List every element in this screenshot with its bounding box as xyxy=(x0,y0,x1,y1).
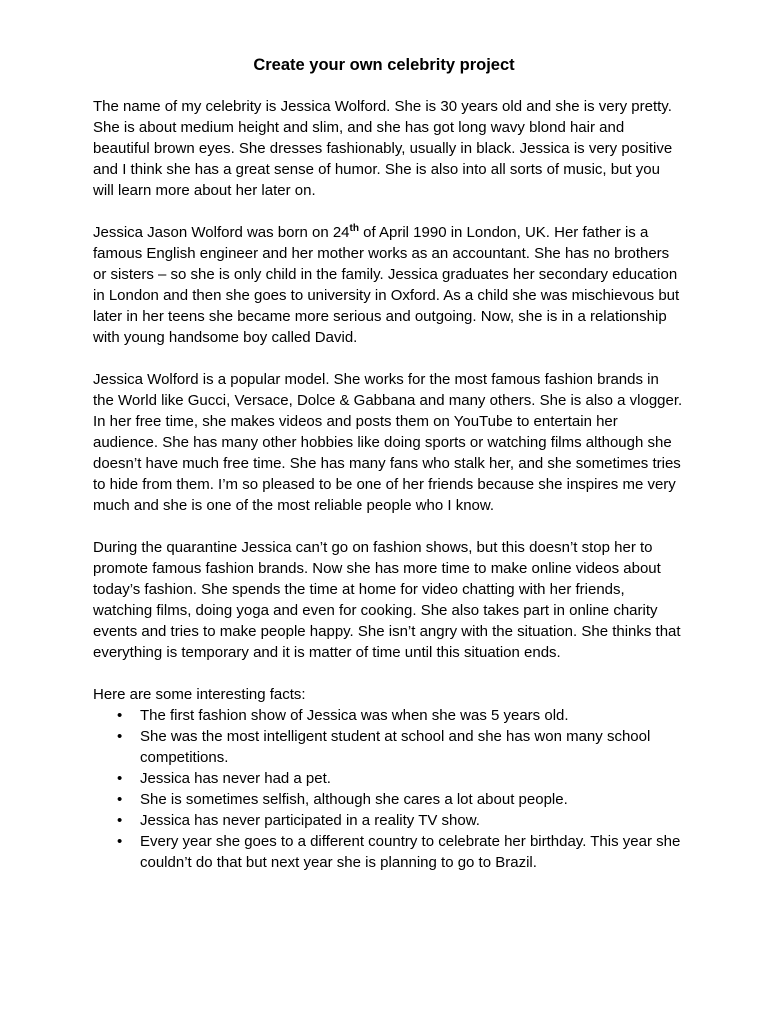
list-item-text: She was the most intelligent student at school and she has won many school competitions. xyxy=(140,728,651,766)
facts-list xyxy=(93,705,683,873)
list-item-text: Every year she goes to a different country to celebrate her birthday. This year she couldn’t do that but next year she is planning to go to Brazil. xyxy=(140,833,681,871)
paragraph-career-text: Jessica Wolford is a popular model. She works for the most famous fashion brands in the World like Gucci, Versace, Dolce & Gabbana and many others. She is also a vlogger. In her free time, she makes videos and posts them on YouTube to entertain her audience. She has many other hobbies like doing sports or watching films although she doesn’t have much free time. She has many fans who stalk her, and she sometimes tries to hide from them. I’m so pleased to be one of her friends because she inspires me very much and she is one of the most reliable people who I know. xyxy=(93,371,683,514)
bullet-icon: • xyxy=(117,812,123,829)
paragraph-quarantine xyxy=(93,537,683,663)
page-title: Create your own celebrity project xyxy=(253,56,515,74)
paragraph-biography xyxy=(93,222,683,348)
document-page xyxy=(93,52,683,873)
paragraph-career xyxy=(93,369,683,516)
list-item-text: She is sometimes selfish, although she cares a lot about people. xyxy=(140,791,568,808)
paragraph-description xyxy=(93,96,683,201)
paragraph-quarantine-text: During the quarantine Jessica can’t go on fashion shows, but this doesn’t stop her to promote famous fashion brands. Now she has more time to make online videos about today’s fashion. She spends the time at home for video chatting with her friends, watching films, doing yoga and even for cooking. She also takes part in online charity events and tries to make people happy. She isn’t angry with the situation. She thinks that everything is temporary and it is matter of time until this situation ends. xyxy=(93,539,681,661)
bullet-icon: • xyxy=(117,833,123,850)
bullet-icon: • xyxy=(117,770,123,787)
list-item-text: The first fashion show of Jessica was when she was 5 years old. xyxy=(140,707,569,724)
list-item xyxy=(117,726,683,768)
list-item xyxy=(117,789,683,810)
bullet-icon: • xyxy=(117,728,123,745)
list-item-text: Jessica has never participated in a reality TV show. xyxy=(140,812,480,829)
paragraph-biography-text-end: of April 1990 in London, UK. Her father is a famous English engineer and her mother works as an accountant. She has no brothers or sisters – so she is only child in the family. Jessica graduates her secondary education in London and then she goes to university in Oxford. As a child she was mischievous but later in her teens she became more serious and outgoing. Now, she is in a relationship with young handsome boy called David. xyxy=(93,224,680,346)
paragraph-description-text: The name of my celebrity is Jessica Wolford. She is 30 years old and she is very pretty. She is about medium height and slim, and she has got long wavy blond hair and beautiful brown eyes. She dresses fashionably, usually in black. Jessica is very positive and I think she has a great sense of humor. She is also into all sorts of music, but you will learn more about her later on. xyxy=(93,98,673,199)
list-item xyxy=(117,705,683,726)
list-item xyxy=(117,810,683,831)
list-item xyxy=(117,831,683,873)
bullet-icon: • xyxy=(117,791,123,808)
bullet-icon: • xyxy=(117,707,123,724)
facts-intro: Here are some interesting facts: xyxy=(93,686,306,703)
list-item xyxy=(117,768,683,789)
ordinal-superscript: th xyxy=(349,223,359,234)
list-item-text: Jessica has never had a pet. xyxy=(140,770,331,787)
paragraph-biography-text-start: Jessica Jason Wolford was born on 24 xyxy=(93,224,350,241)
